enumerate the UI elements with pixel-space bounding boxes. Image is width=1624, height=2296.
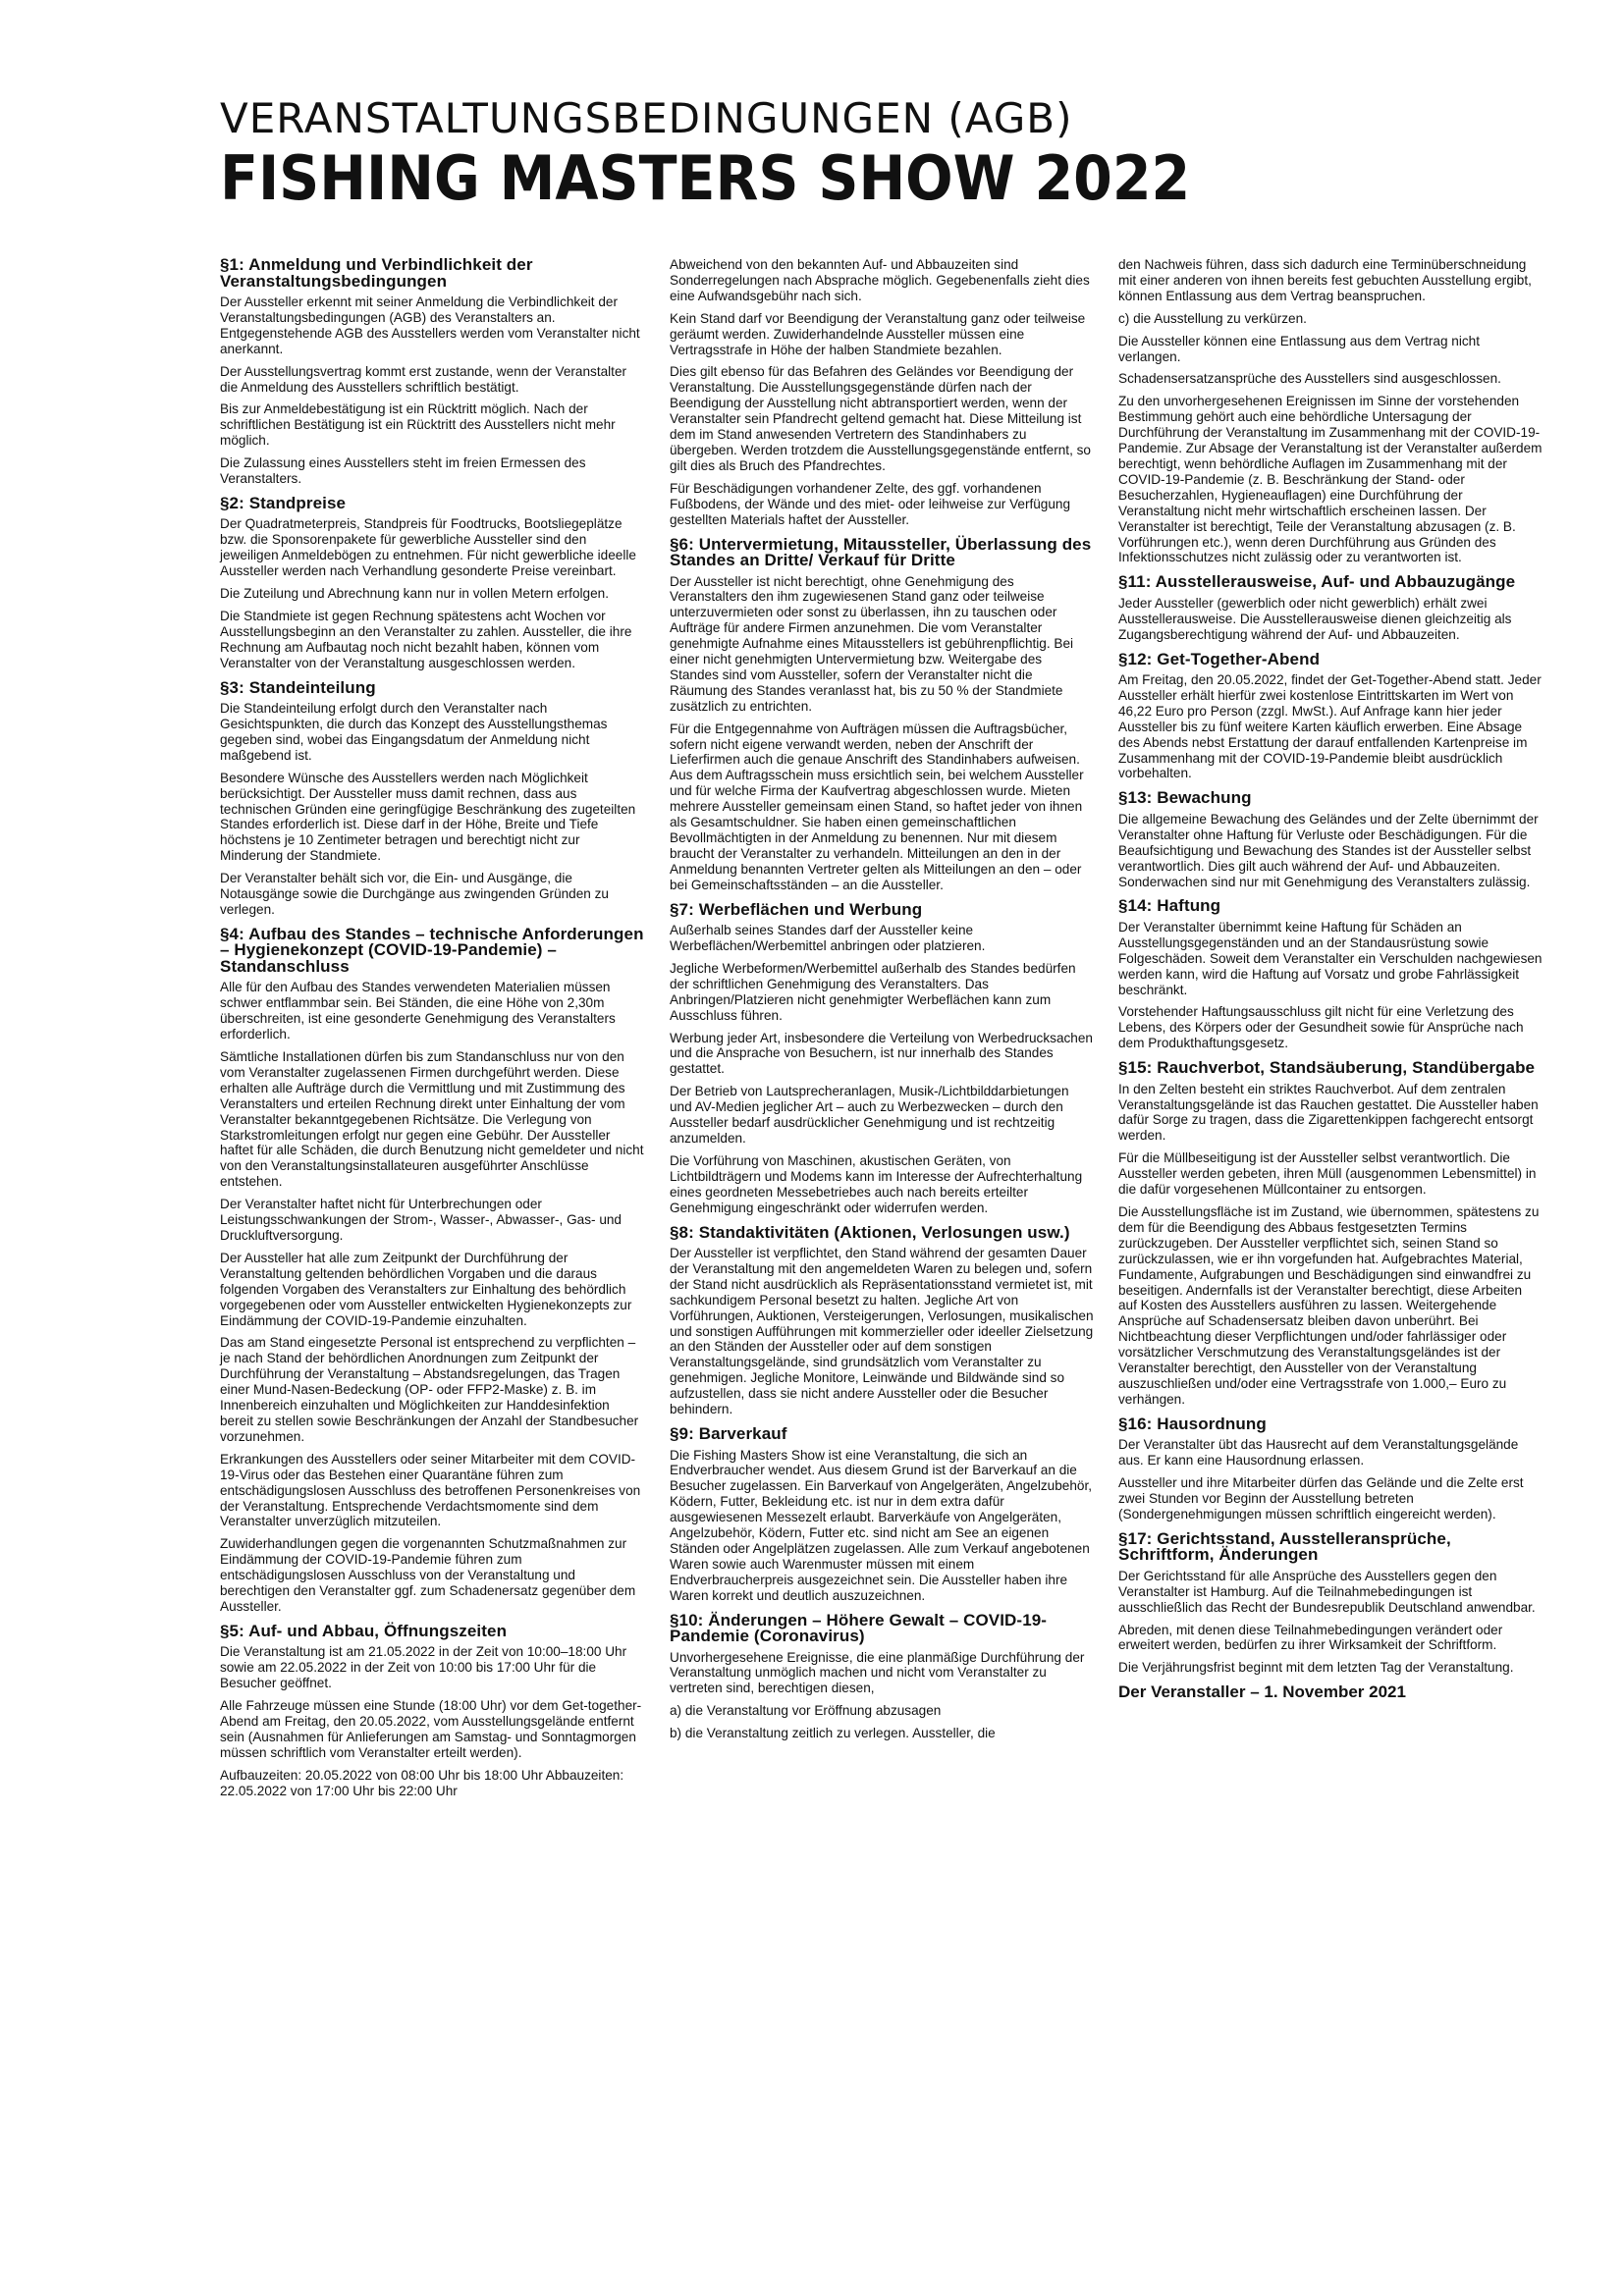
- section-heading: §4: Aufbau des Standes – technische Anforderungen – Hygienekonzept (COVID-19-Pandemie) – Standanschluss: [220, 924, 644, 976]
- section-heading: §17: Gerichtsstand, Ausstelleransprüche, Schriftform, Änderungen: [1118, 1528, 1451, 1565]
- section-paragraph: Das am Stand eingesetzte Personal ist entsprechend zu verpflichten – je nach Stand der behördlichen Anordnungen zum Zeitpunkt der Durchführung der Veranstaltung – Abstandsregelungen, das Tragen einer Mund-Nasen-Bedeckung (OP- oder FFP2-Maske) z. B. im Innenbereich einzuhalten und Möglichkeiten zur Handdesinfektion bereit zu stellen sowie Beschränkungen der Anzahl der Standbesucher vorzunehmen.: [220, 1335, 639, 1444]
- section-paragraph: Die Veranstaltung ist am 21.05.2022 in der Zeit von 10:00–18:00 Uhr sowie am 22.05.2022 in der Zeit von 10:00 bis 17:00 Uhr für die Besucher geöffnet.: [220, 1644, 627, 1691]
- section-heading: §12: Get-Together-Abend: [1118, 649, 1321, 668]
- section-paragraph: Die Standeinteilung erfolgt durch den Veranstalter nach Gesichtspunkten, die durch das Konzept des Ausstellungsthemas gegeben sind, wobei das Eingangsdatum der Anmeldung nicht maßgebend ist.: [220, 701, 608, 763]
- terms-section: [1118, 898, 1543, 1051]
- section-paragraph: Die Vorführung von Maschinen, akustischen Geräten, von Lichtbildträgern und Modems kann im Interesse der Aufrechterhaltung eines geordneten Messebetriebes auch nach bereits erteilter Genehmigung eingeschränkt oder widerrufen werden.: [670, 1152, 1083, 1215]
- section-paragraph: Die Standmiete ist gegen Rechnung spätestens acht Wochen vor Ausstellungsbeginn an den Veranstalter zu zahlen. Aussteller, die ihre Rechnung am Aufbautag noch nicht bezahlt haben, können vom Veranstalter von der Veranstaltung ausgeschlossen werden.: [220, 609, 632, 670]
- section-paragraph: Zuwiderhandlungen gegen die vorgenannten Schutzmaßnahmen zur Eindämmung der COVID-19-Pandemie führen zum entschädigungslosen Ausschluss von der Veranstaltung und berechtigen den Veranstalter ggf. zum Schadenersatz gegenüber dem Aussteller.: [220, 1536, 636, 1614]
- section-heading: §11: Ausstellerausweise, Auf- und Abbauzugänge: [1118, 572, 1516, 592]
- terms-section: [1118, 574, 1543, 642]
- section-paragraph: Jeder Aussteller (gewerblich oder nicht gewerblich) erhält zwei Ausstellerausweise. Die Ausstellerausweise dienen gleichzeitig als Zugangsberechtigung während der Auf- und Abbauzeiten.: [1118, 595, 1512, 642]
- section-paragraph: Der Quadratmeterpreis, Standpreis für Foodtrucks, Bootsliegeplätze bzw. die Sponsorenpakete für gewerbliche Aussteller sind den jeweiligen Anmeldebögen zu entnehmen. Für nicht gewerbliche ideelle Aussteller werden nach Verhandlung gesonderte Preise vereinbart.: [220, 516, 636, 579]
- section-heading: §2: Standpreise: [220, 493, 347, 512]
- section-paragraph: Jegliche Werbeformen/Werbemittel außerhalb des Standes bedürfen der schriftlichen Genehmigung des Veranstalters. Das Anbringen/Platzieren nicht genehmigter Werbeflächen kann zum Ausschluss führen.: [670, 960, 1076, 1023]
- section-paragraph: Aufbauzeiten: 20.05.2022 von 08:00 Uhr bis 18:00 Uhr Abbauzeiten: 22.05.2022 von 17:00 Uhr bis 22:00 Uhr: [220, 1767, 624, 1798]
- terms-section: [220, 1621, 644, 1799]
- section-paragraph: Alle Fahrzeuge müssen eine Stunde (18:00 Uhr) vor dem Get-together-Abend am Freitag, den 20.05.2022, vom Ausstellungsgelände entfernt sein (Ausnahmen für Anlieferungen am Samstag- und Sonntagmorgen müssen schriftlich vom Veranstalter erteilt werden).: [220, 1698, 642, 1760]
- terms-section: [1118, 1416, 1543, 1522]
- terms-section: [1118, 1528, 1543, 1676]
- terms-section: [670, 899, 1094, 1216]
- section-paragraph: Der Veranstalter haftet nicht für Unterbrechungen oder Leistungsschwankungen der Strom-, Wasser-, Abwasser-, Gas- und Druckluftversorgung.: [220, 1197, 622, 1243]
- terms-section: [670, 534, 1094, 893]
- section-paragraph: den Nachweis führen, dass sich dadurch eine Terminüberschneidung mit einer anderen von ihnen bereits fest gebuchten Ausstellung ergibt, können Entlassung aus dem Vertrag beanspruchen.: [1118, 257, 1532, 303]
- section-paragraph: Vorstehender Haftungsausschluss gilt nicht für eine Verletzung des Lebens, des Körpers oder der Gesundheit sowie für Ansprüche nach dem Produkthaftungsgesetz.: [1118, 1004, 1524, 1051]
- section-heading: §5: Auf- und Abbau, Öffnungszeiten: [220, 1621, 508, 1640]
- terms-section: [1118, 790, 1543, 889]
- section-paragraph: Abreden, mit denen diese Teilnahmebedingungen verändert oder erweitert werden, bedürfen zu ihrer Wirksamkeit der Schriftform.: [1118, 1622, 1503, 1653]
- title-block: [220, 93, 1418, 214]
- section-paragraph: Für Beschädigungen vorhandener Zelte, des ggf. vorhandenen Fußbodens, der Wände und des miet- oder leihweise zur Verfügung gestellten Materials haftet der Aussteller.: [670, 480, 1071, 527]
- section-paragraph: Der Aussteller hat alle zum Zeitpunkt der Durchführung der Veranstaltung geltenden behördlichen Vorgaben und die daraus folgenden Vorgaben des Veranstalters zur Einhaltung des behördlich vorgegebenen oder vom Aussteller entwickelten Hygienekonzepts zur Eindämmung der COVID-19-Pandemie einzuhalten.: [220, 1250, 632, 1328]
- section-paragraph: Werbung jeder Art, insbesondere die Verteilung von Werbedrucksachen und die Ansprache von Besuchern, ist nur innerhalb des Standes gestattet.: [670, 1030, 1093, 1077]
- section-paragraph: Unvorhergesehene Ereignisse, die eine planmäßige Durchführung der Veranstaltung unmöglich machen und nicht vom Veranstalter zu vertreten sind, berechtigen diesen,: [670, 1649, 1085, 1696]
- terms-section: [220, 493, 644, 671]
- section-paragraph: Schadensersatzansprüche des Ausstellers sind ausgeschlossen.: [1118, 371, 1501, 387]
- section-heading: §7: Werbeflächen und Werbung: [670, 899, 923, 919]
- section-paragraph: Die Aussteller können eine Entlassung aus dem Vertrag nicht verlangen.: [1118, 333, 1481, 364]
- section-paragraph: Der Betrieb von Lautsprecheranlagen, Musik-/Lichtbilddarbietungen und AV-Medien jeglicher Art – auch zu Werbezwecken – durch den Aussteller bedarf ausdrücklicher Genehmigung und ist rechtzeitig anzumelden.: [670, 1084, 1069, 1146]
- section-paragraph: Erkrankungen des Ausstellers oder seiner Mitarbeiter mit dem COVID-19-Virus oder das Bestehen einer Quarantäne führen zum entschädigungslosen Ausschluss des betroffenen Personenkreises von der Veranstaltung. Entsprechende Verdachtsmomente sind dem Veranstalter unverzüglich mitzuteilen.: [220, 1451, 641, 1529]
- section-paragraph: Die Ausstellungsfläche ist im Zustand, wie übernommen, spätestens zu dem für die Beendigung des Abbaus festgesetzten Termins zurückzugeben. Der Aussteller verpflichtet sich, seinen Stand so zurückzulassen, wie er ihn vorgefunden hat. Aufgebrachtes Material, Fundamente, Aufgrabungen und Beschädigungen sind einwandfrei zu beseitigen. Andernfalls ist der Veranstalter berechtigt, diese Arbeiten auf Kosten des Ausstellers ausführen zu lassen. Weitergehende Ansprüche auf Schadensersatz bleiben davon unberührt. Bei Nichtbeachtung dieser Verpflichtungen und/oder fahrlässiger oder vorsätzlicher Verschmutzung des Veranstaltungsgeländes ist der Veranstalter berechtigt, den Aussteller von der Veranstaltung auszuschließen und/oder eine Vertragsstrafe von 1.000,– Euro zu verhängen.: [1118, 1204, 1540, 1407]
- section-paragraph: Der Ausstellungsvertrag kommt erst zustande, wenn der Veranstalter die Anmeldung des Ausstellers schriftlich bestätigt.: [220, 363, 627, 395]
- section-paragraph: Der Aussteller erkennt mit seiner Anmeldung die Verbindlichkeit der Veranstaltungsbedingungen (AGB) des Veranstalters an. Entgegenstehende AGB des Ausstellers werden vom Veranstalter nicht anerkannt.: [220, 294, 640, 356]
- section-heading: §3: Standeinteilung: [220, 677, 376, 697]
- section-paragraph: Der Aussteller ist verpflichtet, den Stand während der gesamten Dauer der Veranstaltung mit den angemeldeten Waren zu belegen und, sofern der Stand nicht ausdrücklich als Repräsentationsstand vermietet ist, mit sachkundigem Personal besetzt zu halten. Jegliche Art von Vorführungen, Auktionen, Versteigerungen, Verlosungen, musikalischen und sonstigen Aufführungen mit kommerzieller oder ideeller Zielsetzung an den Ständen der Aussteller oder auf dem sonstigen Veranstaltungsgelände, sind grundsätzlich vom Veranstalter zu genehmigen. Jegliche Monitore, Leinwände und Bildwände sind so aufzustellen, dass sie nicht andere Aussteller oder die Besucher behindern.: [670, 1246, 1094, 1417]
- section-paragraph: Aussteller und ihre Mitarbeiter dürfen das Gelände und die Zelte erst zwei Stunden vor Beginn der Ausstellung betreten (Sondergenehmigungen müssen schriftlich eingereicht werden).: [1118, 1475, 1524, 1522]
- section-heading: §15: Rauchverbot, Standsäuberung, Standübergabe: [1118, 1058, 1536, 1078]
- section-paragraph: Die Fishing Masters Show ist eine Veranstaltung, die sich an Endverbraucher wendet. Aus diesem Grund ist der Barverkauf an die Besucher zugelassen. Ein Barverkauf von Angelgeräten, Angelzubehör, Ködern, Futter, Bekleidung etc. ist nur in dem extra dafür ausgewiesenen Messezelt erlaubt. Barverkäufe von Angelgeräten, Angelzubehör, Ködern, Futter etc. sind nicht am See an eigenen Ständen oder Angelplätzen zugelassen. Alle zum Verkauf angebotenen Waren sowie auch Warenmuster müssen mit einem Endverbraucherpreis ausgezeichnet sein. Die Aussteller haben ihre Waren korrekt und deutlich auszuzeichnen.: [670, 1447, 1093, 1603]
- section-paragraph: a) die Veranstaltung vor Eröffnung abzusagen: [670, 1703, 942, 1719]
- section-paragraph: Die allgemeine Bewachung des Geländes und der Zelte übernimmt der Veranstalter ohne Haftung für Verluste oder Beschädigungen. Für die Beaufsichtigung und Bewachung des Standes ist der Aussteller selbst verantwortlich. Dies gilt auch während der Auf- und Abbauzeiten. Sonderwachen sind nur mit Genehmigung des Veranstalters zulässig.: [1118, 811, 1539, 889]
- terms-section: [220, 677, 644, 918]
- section-heading: §9: Barverkauf: [670, 1424, 787, 1443]
- terms-section: [1118, 257, 1543, 565]
- document-title: VERANSTALTUNGSBEDINGUNGEN (AGB): [220, 94, 1073, 142]
- event-title: FISHING MASTERS SHOW 2022: [220, 142, 1191, 214]
- section-heading: §1: Anmeldung und Verbindlichkeit der Veranstaltungsbedingungen: [220, 255, 533, 291]
- section-paragraph: Für die Müllbeseitigung ist der Aussteller selbst verantwortlich. Die Aussteller werden gebeten, ihren Müll (ausgenommen Lebensmittel) in die dafür vorgesehenen Müllcontainer zu entsorgen.: [1118, 1150, 1537, 1198]
- section-paragraph: Die Zuteilung und Abrechnung kann nur in vollen Metern erfolgen.: [220, 586, 609, 602]
- section-paragraph: Der Veranstalter übernimmt keine Haftung für Schäden an Ausstellungsgegenständen und an der Standausrüstung sowie Folgeschäden. Soweit dem Veranstalter ein Verschulden nachgewiesen werden kann, wird die Haftung auf Vorsatz und grobe Fahrlässigkeit beschränkt.: [1118, 919, 1543, 997]
- section-paragraph: Für die Entgegennahme von Aufträgen müssen die Auftragsbücher, sofern nicht eigene verwandt werden, neben der Anschrift der Lieferfirmen auch die genaue Anschrift des Standinhabers aufweisen. Aus dem Auftragsschein muss ersichtlich sein, bei welchem Aussteller und für welche Firma der Kaufvertrag abgeschlossen wurde. Mieten mehrere Aussteller gemeinsam einen Stand, so haftet jeder von ihnen als Gesamtschuldner. Sie haben einen gemeinschaftlichen Bevollmächtigten in der Anmeldung zu benennen. Nur mit diesem braucht der Veranstalter zu verhandeln. Mitteilungen an den in der Anmeldung benannten Vertreter gelten als Mitteilungen an den – oder bei Gemeinschaftsständen – an die Aussteller.: [670, 721, 1084, 892]
- section-paragraph: Der Gerichtsstand für alle Ansprüche des Ausstellers gegen den Veranstalter ist Hamburg. Auf die Teilnahmebedingungen ist ausschließlich das Recht der Bundesrepublik Deutschland anwendbar.: [1118, 1568, 1536, 1615]
- section-paragraph: Bis zur Anmeldebestätigung ist ein Rücktritt möglich. Nach der schriftlichen Bestätigung ist ein Rücktritt des Ausstellers nicht mehr möglich.: [220, 401, 616, 449]
- organizer-signature-line: Der Veranstaller – 1. November 2021: [1118, 1682, 1406, 1702]
- section-paragraph: Der Veranstalter behält sich vor, die Ein- und Ausgänge, die Notausgänge sowie die Durchgänge aus zwingenden Gründen zu verlegen.: [220, 871, 609, 917]
- terms-section: [670, 1610, 1094, 1742]
- terms-section: [1118, 1060, 1543, 1408]
- terms-section: [220, 924, 644, 1615]
- section-paragraph: Die Zulassung eines Ausstellers steht im freien Ermessen des Veranstalters.: [220, 455, 586, 487]
- section-paragraph: Außerhalb seines Standes darf der Aussteller keine Werbeflächen/Werbemittel anbringen oder platzieren.: [670, 923, 986, 954]
- section-paragraph: Kein Stand darf vor Beendigung der Veranstaltung ganz oder teilweise geräumt werden. Zuwiderhandelnde Aussteller müssen eine Vertragsstrafe in Höhe der halben Standmiete bezahlen.: [670, 310, 1086, 357]
- section-heading: §14: Haftung: [1118, 896, 1221, 916]
- section-heading: §13: Bewachung: [1118, 788, 1252, 808]
- section-paragraph: Der Aussteller ist nicht berechtigt, ohne Genehmigung des Veranstalters den ihm zugewiesenen Stand ganz oder teilweise unterzuvermieten oder sonst zu überlassen, ihn zu tauschen oder Aufträge für andere Firmen anzunehmen. Die vom Veranstalter genehmigte Aufnahme eines Mitausstellers ist gebührenpflichtig. Bei einer nicht genehmigten Untervermietung bzw. Weitergabe des Standes sind vom Aussteller, sofern der Veranstalter nicht die Räumung des Standes veranlasst hat, bis zu 50 % der Standmiete zusätzlich zu entrichten.: [670, 573, 1074, 714]
- section-paragraph: In den Zelten besteht ein striktes Rauchverbot. Auf dem zentralen Veranstaltungsgelände ist das Rauchen gestattet. Die Aussteller haben dafür Sorge zu tragen, dass die Zigarettenkippen fachgerecht entsorgt werden.: [1118, 1081, 1539, 1144]
- text-column-3: [1118, 257, 1543, 1700]
- section-heading: §10: Änderungen – Höhere Gewalt – COVID-19-Pandemie (Coronavirus): [670, 1610, 1048, 1646]
- section-paragraph: Sämtliche Installationen dürfen bis zum Standanschluss nur von den vom Veranstalter zugelassenen Firmen durchgeführt werden. Diese erhalten alle Aufträge durch die Vermittlung und mit Zustimmung des Veranstalters und erteilen Rechnung direkt unter Einhaltung der vom Veranstalter bekanntgegebenen Richtsätze. Die Verlegung von Starkstromleitungen erfolgt nur gegen eine Gebühr. Der Aussteller haftet für alle Schäden, die durch Benutzung nicht gemeldeter und nicht von den Veranstaltungsinstallateuren ausgeführter Anschlüsse entstehen.: [220, 1049, 644, 1190]
- section-paragraph: Abweichend von den bekannten Auf- und Abbauzeiten sind Sonderregelungen nach Absprache möglich. Gegebenenfalls zieht dies eine Aufwandsgebühr nach sich.: [670, 257, 1090, 303]
- section-paragraph: Alle für den Aufbau des Standes verwendeten Materialien müssen schwer entflammbar sein. Bei Ständen, die eine Höhe von 2,30m überschreiten, ist eine gesonderte Genehmigung des Veranstalters erforderlich.: [220, 980, 616, 1042]
- terms-section: [670, 1426, 1094, 1604]
- section-heading: §8: Standaktivitäten (Aktionen, Verlosungen usw.): [670, 1222, 1070, 1242]
- text-column-2: [670, 257, 1094, 1750]
- section-paragraph: c) die Ausstellung zu verkürzen.: [1118, 310, 1307, 326]
- section-heading: §16: Hausordnung: [1118, 1414, 1267, 1433]
- section-paragraph: Der Veranstalter übt das Hausrecht auf dem Veranstaltungsgelände aus. Er kann eine Hausordnung erlassen.: [1118, 1437, 1519, 1468]
- section-paragraph: Zu den unvorhergesehenen Ereignissen im Sinne der vorstehenden Bestimmung gehört auch eine behördliche Untersagung der Durchführung der Veranstaltung im Zusammenhang mit der COVID-19-Pandemie. Zur Absage der Veranstaltung ist der Veranstalter außerdem berechtigt, wenn behördliche Auflagen im Zusammenhang mit der COVID-19-Pandemie (z. B. Beschränkung der Stand- oder Besucherzahlen, Hygieneauflagen) eine Durchführung der Veranstaltung nicht mehr wirtschaftlich erscheinen lassen. Der Veranstalter ist berechtigt, Teile der Veranstaltung abzusagen (z. B. Vorführungen etc.), wenn deren Durchführung aus Gründen des Infektionsschutzes nicht zulässig oder zu verantworten ist.: [1118, 394, 1543, 565]
- terms-section: [220, 257, 644, 487]
- section-heading: §6: Untervermietung, Mitaussteller, Überlassung des Standes an Dritte/ Verkauf für Dritte: [670, 534, 1092, 569]
- terms-section: [670, 1222, 1094, 1417]
- terms-section: [1118, 649, 1543, 782]
- text-column-1: [220, 257, 644, 1808]
- section-paragraph: Besondere Wünsche des Ausstellers werden nach Möglichkeit berücksichtigt. Der Aussteller muss damit rechnen, dass aus technischen Gründen eine geringfügige Beschränkung des zugeteilten Standes erforderlich ist. Diese darf in der Höhe, Breite und Tiefe höchstens je 10 Zentimeter betragen und berechtigt nicht zur Minderung der Standmiete.: [220, 770, 636, 864]
- section-paragraph: b) die Veranstaltung zeitlich zu verlegen. Aussteller, die: [670, 1726, 996, 1741]
- section-paragraph: Die Verjährungsfrist beginnt mit dem letzten Tag der Veranstaltung.: [1118, 1660, 1514, 1676]
- section-paragraph: Am Freitag, den 20.05.2022, findet der Get-Together-Abend statt. Jeder Aussteller erhält hierfür zwei kostenlose Eintrittskarten im Wert von 46,22 Euro pro Person (zzgl. MwSt.). Auf Anfrage kann hier jeder Aussteller bis zu fünf weitere Karten käuflich erwerben. Eine Absage des Abends nebst Erstattung der darauf entfallenden Kartenpreise im Zusammenhang mit der COVID-19-Pandemie bleibt ausdrücklich vorbehalten.: [1118, 672, 1542, 781]
- section-paragraph: Dies gilt ebenso für das Befahren des Geländes vor Beendigung der Veranstaltung. Die Ausstellungsgegenstände dürfen nach der Beendigung der Ausstellung nicht abtransportiert werden, wenn der Veranstalter sein Pfandrecht geltend gemacht hat. Diese Mitteilung ist dem im Stand anwesenden Vertretern des Standinhabers zu übergeben. Werden trotzdem die Ausstellungsgegenstände entfernt, so gilt dies als Bruch des Pfandrechtes.: [670, 364, 1091, 473]
- terms-section: [670, 257, 1094, 528]
